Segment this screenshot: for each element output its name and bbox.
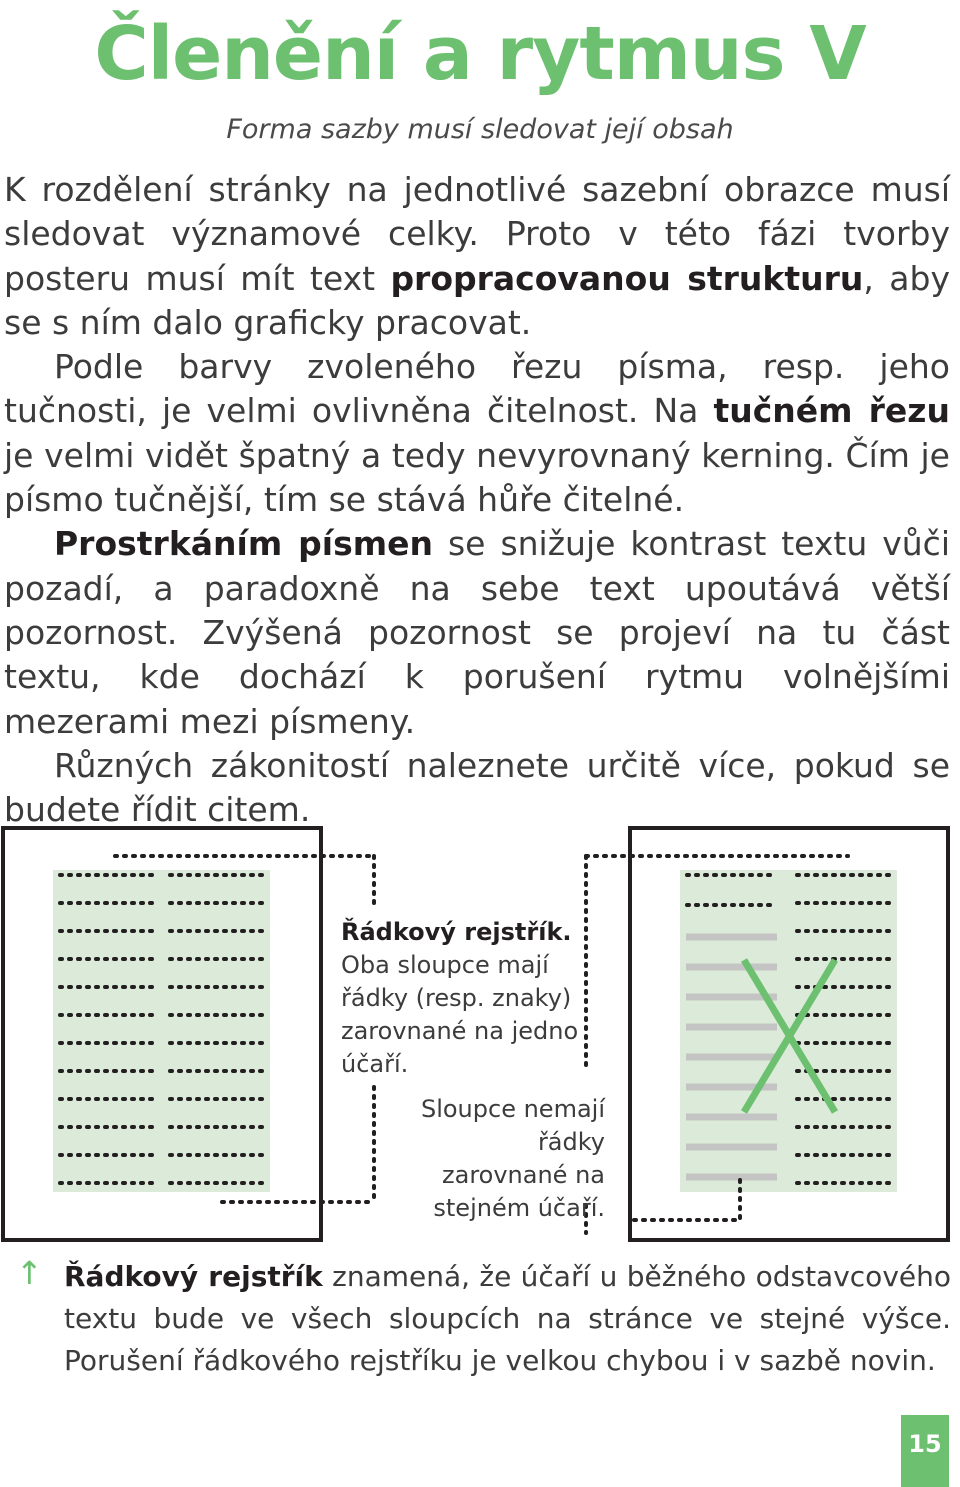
caption-aligned-title: Řádkový rejstřík. [341, 918, 572, 946]
text-run: je velmi vidět špatný a tedy nevyrovnaný kerning. Čím je písmo tučnější, tím se stává hůře čitelné. [4, 435, 950, 520]
page-number: 15 [901, 1415, 949, 1487]
bold-term: tučném řezu [713, 391, 950, 431]
bold-term: propracovanou strukturu [390, 258, 864, 298]
body-paragraph [4, 345, 950, 522]
note-paragraph [64, 1256, 951, 1382]
note-text: znamená, že účaří u běžného odstavcového textu bude ve všech sloupcích na stránce ve stejné výšce. Porušení řádkového rejstříku je velkou chybou i v sazbě novin. [64, 1260, 951, 1377]
note-term: Řádkový rejstřík [64, 1260, 323, 1293]
caption-misaligned: Sloupce nemají řádky zarovnané na stejném účaří. [420, 1095, 605, 1222]
caption-aligned [341, 916, 591, 1081]
page-subtitle: Forma sazby musí sledovat její obsah [226, 114, 734, 145]
column-panel-left [53, 870, 270, 1192]
text-run: , aby se s ním dalo graficky pracovat. [4, 258, 950, 342]
text-run: K rozdělení stránky na jednotlivé sazební obrazce musí sledovat významové celky. Proto v této fázi tvorby posteru musí mít text [4, 170, 950, 298]
arrow-up-icon: ↑ [16, 1254, 43, 1292]
body-paragraph [4, 522, 950, 743]
body-text [4, 168, 950, 832]
body-paragraph [4, 168, 950, 345]
text-run: Podle barvy zvoleného řezu písma, resp. jeho tučnosti, je velmi ovlivněna čitelnost. Na [4, 347, 950, 431]
caption-aligned-text: Oba sloupce mají řádky (resp. znaky) zarovnané na jedno účaří. [341, 951, 579, 1078]
bold-term: Prostrkáním písmen [54, 524, 434, 564]
text-run: Různých zákonitostí naleznete určitě více, pokud se budete řídit citem. [4, 745, 950, 830]
text-run: se snižuje kontrast textu vůči pozadí, a paradoxně na sebe text upoutává větší pozornost. Zvýšená pozornost se projeví na tu část textu, kde dochází k porušení rytmu volnějšími mezerami mezi písmeny. [4, 524, 950, 741]
page-title: Členění a rytmus V [94, 11, 866, 97]
